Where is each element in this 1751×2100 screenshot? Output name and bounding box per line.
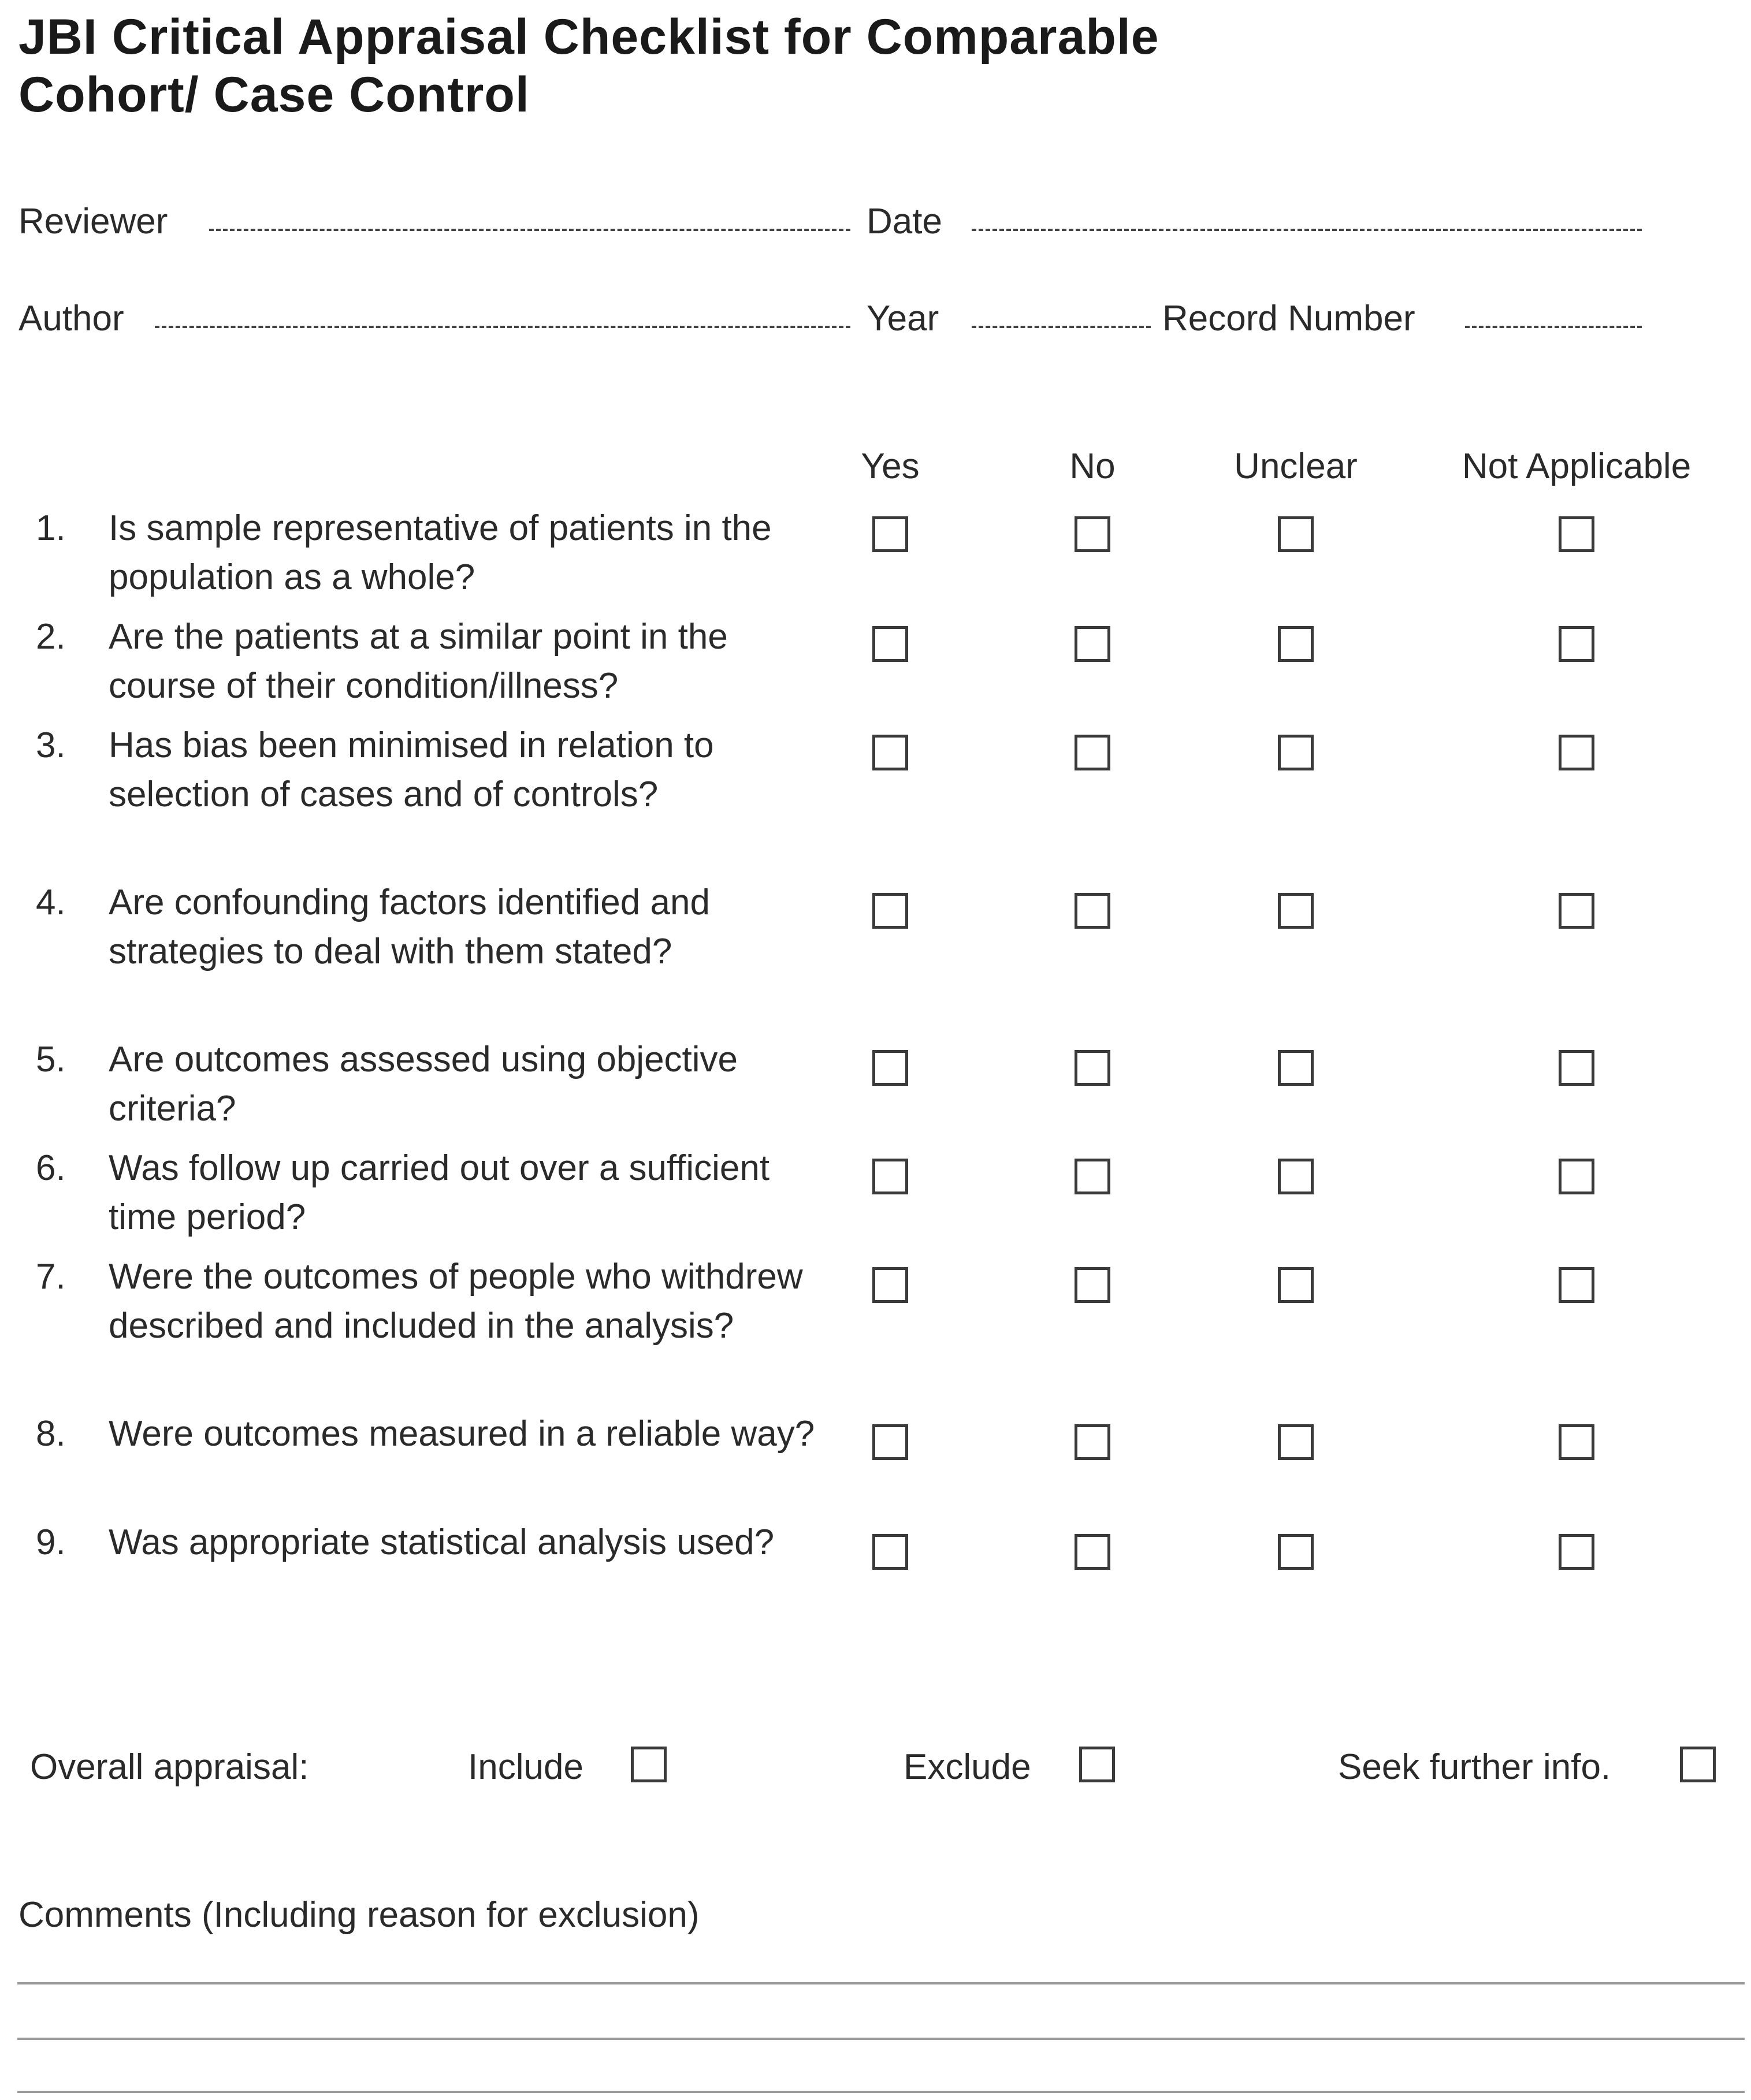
question-number: 1.	[36, 508, 66, 548]
q8-yes-checkbox[interactable]	[872, 1424, 908, 1460]
question-text: Are outcomes assessed using objective criteria?	[109, 1040, 738, 1129]
q1-no-checkbox[interactable]	[1075, 516, 1110, 552]
include-checkbox[interactable]	[631, 1747, 667, 1782]
q5-not-applicable-checkbox[interactable]	[1559, 1050, 1594, 1086]
column-not-applicable: Not Applicable	[1462, 446, 1691, 486]
q3-not-applicable-checkbox[interactable]	[1559, 735, 1594, 770]
q8-unclear-checkbox[interactable]	[1278, 1424, 1314, 1460]
question-text: Has bias been minimised in relation to selection of cases and of controls?	[109, 725, 714, 814]
q3-unclear-checkbox[interactable]	[1278, 735, 1314, 770]
record-number-field[interactable]	[1465, 326, 1642, 328]
comment-line[interactable]	[17, 1982, 1745, 1984]
column-yes: Yes	[861, 446, 920, 486]
q2-not-applicable-checkbox[interactable]	[1559, 626, 1594, 662]
q4-unclear-checkbox[interactable]	[1278, 893, 1314, 929]
question-number: 3.	[36, 725, 66, 765]
q7-not-applicable-checkbox[interactable]	[1559, 1267, 1594, 1303]
author-field[interactable]	[155, 326, 850, 328]
q9-no-checkbox[interactable]	[1075, 1534, 1110, 1570]
q9-unclear-checkbox[interactable]	[1278, 1534, 1314, 1570]
year-label: Year	[867, 299, 939, 338]
q7-unclear-checkbox[interactable]	[1278, 1267, 1314, 1303]
question-text: Were the outcomes of people who withdrew described and included in the analysis?	[109, 1257, 803, 1346]
question-number: 8.	[36, 1414, 66, 1454]
q6-yes-checkbox[interactable]	[872, 1159, 908, 1194]
column-no: No	[1069, 446, 1116, 486]
comment-line[interactable]	[17, 2091, 1745, 2093]
title-line-1: JBI Critical Appraisal Checklist for Comparable	[18, 9, 1159, 65]
q8-not-applicable-checkbox[interactable]	[1559, 1424, 1594, 1460]
q5-unclear-checkbox[interactable]	[1278, 1050, 1314, 1086]
q6-not-applicable-checkbox[interactable]	[1559, 1159, 1594, 1194]
title-line-2: Cohort/ Case Control	[18, 67, 530, 122]
reviewer-label: Reviewer	[18, 202, 168, 241]
q3-yes-checkbox[interactable]	[872, 735, 908, 770]
q5-no-checkbox[interactable]	[1075, 1050, 1110, 1086]
q8-no-checkbox[interactable]	[1075, 1424, 1110, 1460]
question-number: 5.	[36, 1040, 66, 1079]
exclude-label: Exclude	[904, 1747, 1031, 1787]
q7-no-checkbox[interactable]	[1075, 1267, 1110, 1303]
q7-yes-checkbox[interactable]	[872, 1267, 908, 1303]
question-number: 4.	[36, 883, 66, 922]
reviewer-field[interactable]	[209, 229, 850, 231]
include-label: Include	[468, 1747, 583, 1787]
q6-no-checkbox[interactable]	[1075, 1159, 1110, 1194]
q5-yes-checkbox[interactable]	[872, 1050, 908, 1086]
question-number: 7.	[36, 1257, 66, 1297]
question-number: 9.	[36, 1522, 66, 1562]
seek-further-info-label: Seek further info.	[1338, 1747, 1611, 1787]
question-number: 2.	[36, 617, 66, 657]
page-title	[18, 8, 1405, 124]
comments-label: Comments (Including reason for exclusion)	[18, 1895, 700, 1935]
record-number-label: Record Number	[1162, 299, 1415, 338]
q1-yes-checkbox[interactable]	[872, 516, 908, 552]
q9-yes-checkbox[interactable]	[872, 1534, 908, 1570]
q4-yes-checkbox[interactable]	[872, 893, 908, 929]
year-field[interactable]	[972, 326, 1151, 328]
question-text: Was follow up carried out over a sufficient time period?	[109, 1148, 770, 1237]
question-text: Is sample representative of patients in the population as a whole?	[109, 508, 772, 597]
date-label: Date	[867, 202, 942, 241]
overall-appraisal-label: Overall appraisal:	[30, 1747, 309, 1787]
question-text: Were outcomes measured in a reliable way?	[109, 1414, 815, 1454]
question-text: Are confounding factors identified and strategies to deal with them stated?	[109, 883, 710, 971]
comment-line[interactable]	[17, 2038, 1745, 2040]
q4-not-applicable-checkbox[interactable]	[1559, 893, 1594, 929]
column-unclear: Unclear	[1234, 446, 1358, 486]
q2-unclear-checkbox[interactable]	[1278, 626, 1314, 662]
question-text: Was appropriate statistical analysis used?	[109, 1522, 775, 1562]
exclude-checkbox[interactable]	[1079, 1747, 1115, 1782]
seek-further-info-checkbox[interactable]	[1680, 1747, 1716, 1782]
q3-no-checkbox[interactable]	[1075, 735, 1110, 770]
question-number: 6.	[36, 1148, 66, 1188]
q1-not-applicable-checkbox[interactable]	[1559, 516, 1594, 552]
q1-unclear-checkbox[interactable]	[1278, 516, 1314, 552]
q2-yes-checkbox[interactable]	[872, 626, 908, 662]
q6-unclear-checkbox[interactable]	[1278, 1159, 1314, 1194]
q2-no-checkbox[interactable]	[1075, 626, 1110, 662]
q4-no-checkbox[interactable]	[1075, 893, 1110, 929]
author-label: Author	[18, 299, 124, 338]
date-field[interactable]	[972, 229, 1642, 231]
q9-not-applicable-checkbox[interactable]	[1559, 1534, 1594, 1570]
question-text: Are the patients at a similar point in the course of their condition/illness?	[109, 617, 728, 706]
